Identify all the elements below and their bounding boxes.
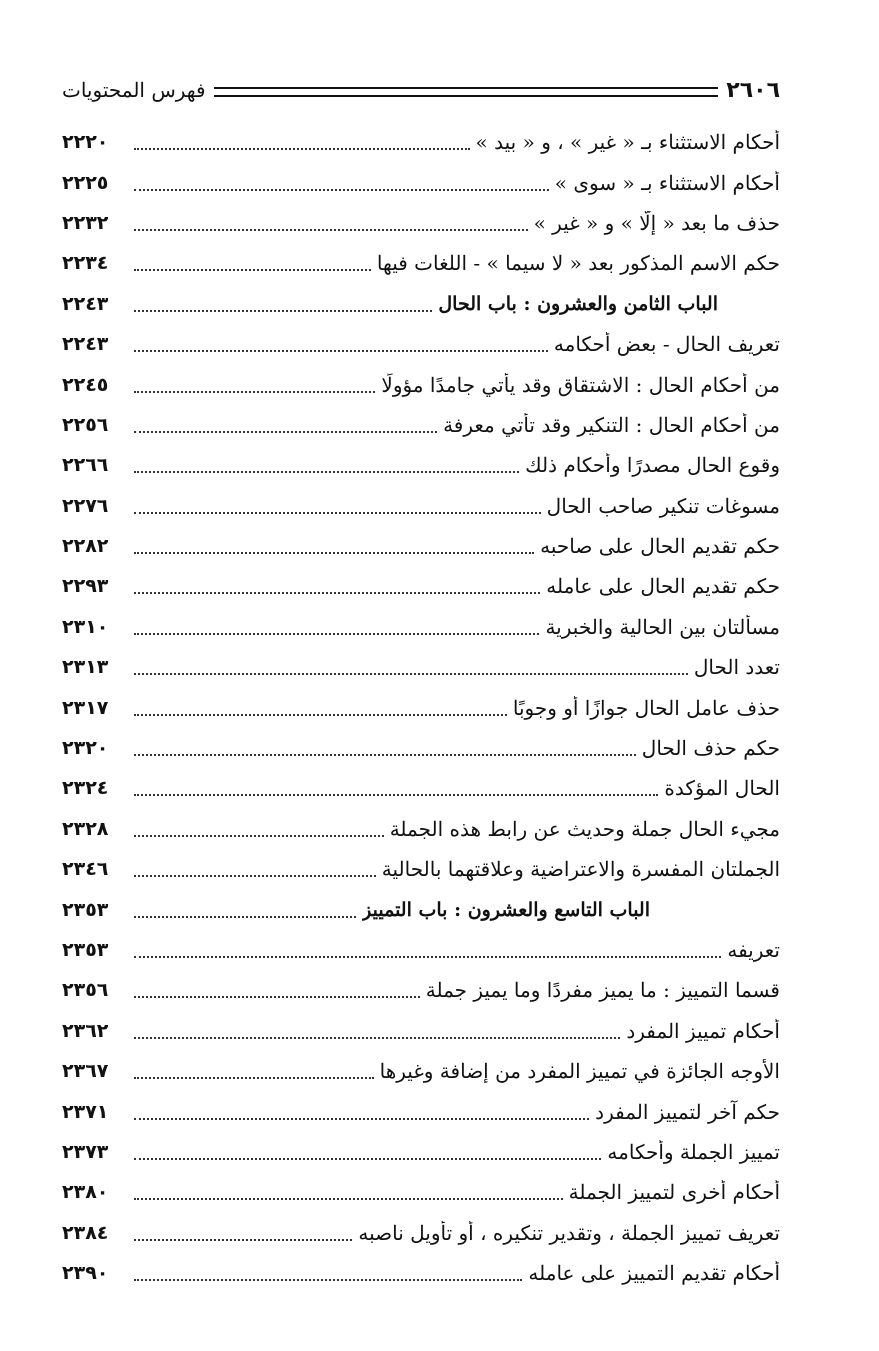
toc-entry	[62, 1051, 780, 1091]
toc-entry-page-number: ٢٢٤٣	[62, 333, 109, 356]
toc-entry-title: تمييز الجملة وأحكامه	[607, 1139, 780, 1164]
toc-entry	[62, 364, 780, 404]
toc-entry-page-number: ٢٢٤٥	[62, 373, 109, 396]
toc-entry-page-number: ٢٣٥٦	[62, 979, 109, 1002]
toc-entry-page-number: ٢٢٥٦	[62, 413, 109, 436]
toc-entry-page-number: ٢٣١٧	[62, 696, 109, 719]
toc-entry-page-number: ٢٢٣٤	[62, 252, 109, 275]
toc-entry-page-number: ٢٣٢٨	[62, 817, 109, 840]
toc-entry-title: مجيء الحال جملة وحديث عن رابط هذه الجملة	[389, 816, 780, 841]
toc-entry-title: أحكام أخرى لتمييز الجملة	[568, 1180, 780, 1205]
dot-leader	[134, 619, 539, 635]
toc-entry-page-number: ٢٢٢٠	[62, 131, 109, 154]
toc-entry-page-number: ٢٣١٠	[62, 615, 109, 638]
toc-entry-page-number: ٢٣٢٠	[62, 737, 109, 760]
toc-entry-title: حكم تقديم الحال على عامله	[546, 574, 780, 599]
dot-leader	[134, 255, 371, 271]
toc-entry	[62, 1172, 780, 1212]
toc-entry	[62, 1011, 780, 1051]
dot-leader	[134, 942, 721, 958]
toc-entry	[62, 647, 780, 687]
dot-leader	[134, 1265, 522, 1281]
toc-entry-page-number: ٢٣٤٦	[62, 858, 109, 881]
toc-entry	[62, 486, 780, 526]
toc-entry-page-number: ٢٢٣٢	[62, 211, 109, 234]
toc-entry-title: الحال المؤكدة	[664, 776, 780, 801]
toc-entry-title: تعدد الحال	[693, 655, 780, 680]
toc-entry-page-number: ٢٣٦٢	[62, 1019, 109, 1042]
toc-entry-page-number: ٢٣٥٣	[62, 898, 109, 921]
toc-entry	[62, 849, 780, 889]
toc-chapter-heading	[62, 889, 780, 929]
toc-entry-title: من أحكام الحال : التنكير وقد تأتي معرفة	[443, 412, 780, 437]
toc-entry-title: الباب الثامن والعشرون : باب الحال	[438, 292, 718, 315]
toc-entry-page-number: ٢٣٨٤	[62, 1221, 109, 1244]
dot-leader	[134, 659, 688, 675]
dot-leader	[134, 336, 548, 352]
toc-entry	[62, 243, 780, 283]
toc-entry	[62, 566, 780, 606]
dot-leader	[134, 861, 376, 877]
toc-entry-page-number: ٢٢٨٢	[62, 535, 109, 558]
toc-entry-title: أحكام تقديم التمييز على عامله	[528, 1261, 780, 1286]
toc-entry-page-number: ٢٣٦٧	[62, 1060, 109, 1083]
toc-entry-page-number: ٢٢٩٣	[62, 575, 109, 598]
toc-entry	[62, 405, 780, 445]
toc-entry-title: حذف عامل الحال جوازًا أو وجوبًا	[512, 695, 780, 720]
toc-entry-title: تعريف تمييز الجملة ، وتقدير تنكيره ، أو تأويل ناصبه	[358, 1220, 780, 1245]
toc-entry	[62, 1213, 780, 1253]
toc-entry	[62, 1132, 780, 1172]
toc-entry	[62, 122, 780, 162]
dot-leader	[134, 134, 470, 150]
toc-entry-title: الباب التاسع والعشرون : باب التمييز	[362, 898, 650, 921]
toc-entry-title: قسما التمييز : ما يميز مفردًا وما يميز جملة	[425, 978, 780, 1003]
toc-entry	[62, 687, 780, 727]
toc-entry	[62, 1253, 780, 1293]
dot-leader	[134, 780, 658, 796]
toc-entry-page-number: ٢٢٤٣	[62, 292, 109, 315]
toc-entry-title: حكم حذف الحال	[641, 736, 780, 761]
dot-leader	[134, 1225, 352, 1241]
toc-entry-title: حذف ما بعد « إلَّا » و « غير »	[533, 210, 780, 235]
toc-entry-page-number: ٢٣٧١	[62, 1100, 109, 1123]
toc-entry	[62, 930, 780, 970]
dot-leader	[134, 1184, 563, 1200]
dot-leader	[134, 740, 636, 756]
dot-leader	[134, 1023, 620, 1039]
toc-entry-page-number: ٢٣١٣	[62, 656, 109, 679]
toc-entry-title: مسألتان بين الحالية والخبرية	[545, 614, 780, 639]
dot-leader	[134, 902, 356, 918]
toc-entry-page-number: ٢٢٧٦	[62, 494, 109, 517]
dot-leader	[134, 982, 420, 998]
toc-entry-page-number: ٢٣٧٣	[62, 1140, 109, 1163]
toc-entry	[62, 728, 780, 768]
dot-leader	[134, 821, 384, 837]
running-title: فهرس المحتويات	[62, 78, 206, 102]
toc-entry-title: الجملتان المفسرة والاعتراضية وعلاقتهما بالحالية	[381, 857, 780, 882]
page-header	[62, 70, 780, 110]
toc-entry-page-number: ٢٢٦٦	[62, 454, 109, 477]
toc-entry	[62, 1091, 780, 1131]
toc-entry-page-number: ٢٢٢٥	[62, 171, 109, 194]
toc-entry	[62, 526, 780, 566]
toc-entry-title: حكم الاسم المذكور بعد « لا سيما » - اللغات فيها	[376, 251, 780, 276]
dot-leader	[134, 538, 534, 554]
dot-leader	[134, 296, 432, 312]
dot-leader	[134, 498, 541, 514]
header-double-rule	[214, 87, 719, 97]
toc-entry-title: أحكام تمييز المفرد	[626, 1018, 780, 1043]
toc-entry	[62, 324, 780, 364]
toc-entry	[62, 809, 780, 849]
toc-entry-title: من أحكام الحال : الاشتقاق وقد يأتي جامدًا مؤولًا	[381, 372, 780, 397]
toc-entry-title: تعريف الحال - بعض أحكامه	[553, 332, 780, 357]
toc-entry-title: حكم آخر لتمييز المفرد	[595, 1099, 780, 1124]
dot-leader	[134, 457, 519, 473]
toc-entry	[62, 162, 780, 202]
dot-leader	[134, 1104, 589, 1120]
toc-entry-title: أحكام الاستثناء بـ « سوى »	[554, 170, 780, 195]
dot-leader	[134, 377, 375, 393]
toc-entry-page-number: ٢٣٢٤	[62, 777, 109, 800]
dot-leader	[134, 417, 437, 433]
toc-entry-page-number: ٢٣٩٠	[62, 1262, 109, 1285]
toc-entry-title: مسوغات تنكير صاحب الحال	[546, 493, 780, 518]
dot-leader	[134, 700, 507, 716]
toc-entry	[62, 768, 780, 808]
page-number: ٢٦٠٦	[726, 77, 780, 103]
dot-leader	[134, 215, 528, 231]
toc-entry	[62, 445, 780, 485]
dot-leader	[134, 1063, 374, 1079]
toc-entry-title: الأوجه الجائزة في تمييز المفرد من إضافة وغيرها	[379, 1059, 780, 1084]
dot-leader	[134, 1144, 601, 1160]
toc-entry	[62, 203, 780, 243]
dot-leader	[134, 175, 549, 191]
toc-entry-title: تعريفه	[727, 938, 780, 962]
toc-entry	[62, 607, 780, 647]
toc-entry	[62, 970, 780, 1010]
toc-entry-page-number: ٢٣٥٣	[62, 939, 109, 961]
toc-entry-title: أحكام الاستثناء بـ « غير » ، و « بيد »	[475, 130, 780, 155]
table-of-contents	[62, 122, 780, 1293]
dot-leader	[134, 578, 540, 594]
toc-entry-title: حكم تقديم الحال على صاحبه	[540, 534, 780, 559]
toc-entry-page-number: ٢٣٨٠	[62, 1181, 109, 1204]
toc-chapter-heading	[62, 284, 780, 324]
toc-entry-title: وقوع الحال مصدرًا وأحكام ذلك	[525, 453, 780, 478]
